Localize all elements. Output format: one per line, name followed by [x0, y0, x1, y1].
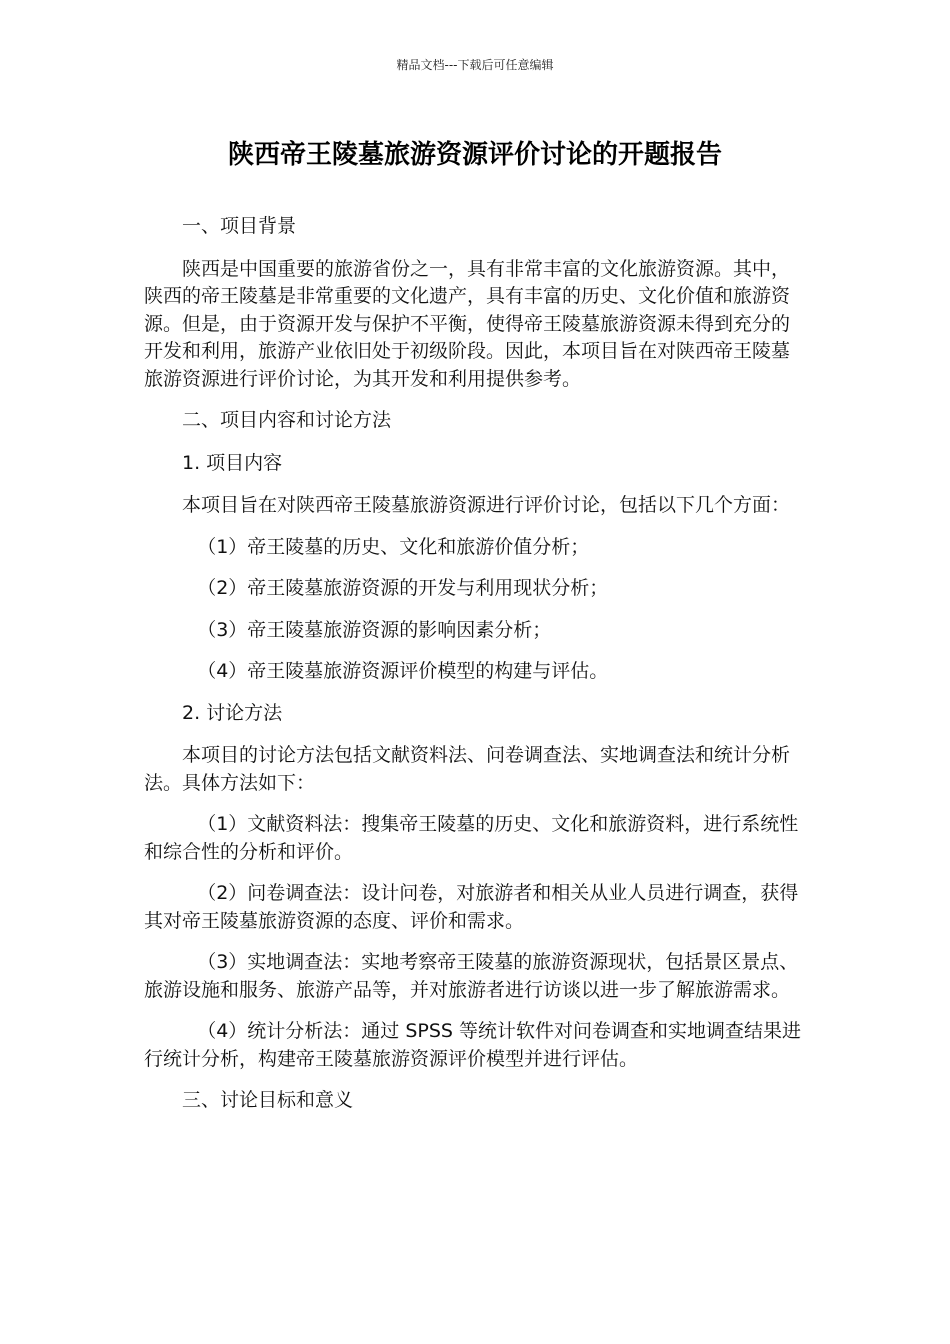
- subsection-heading-content: 1. 项目内容: [182, 451, 283, 474]
- content-list-item: （2）帝王陵墓旅游资源的开发与利用现状分析；: [197, 577, 609, 599]
- document-title: 陕西帝王陵墓旅游资源评价讨论的开题报告: [227, 140, 722, 170]
- background-paragraph: 陕西是中国重要的旅游省份之一，具有非常丰富的文化旅游资源。其中，陕西的帝王陵墓是非常重要的文化遗产，具有丰富的历史、文化价值和旅游资源。但是，由于资源开发与保护不平衡，使得帝王陵墓旅游资源未得到充分的开发和利用，旅游产业依旧处于初级阶段。因此，本项目旨在对陕西帝王陵墓旅游资源进行评价讨论，为其开发和利用提供参考。: [144, 257, 791, 390]
- methods-intro-paragraph: 本项目的讨论方法包括文献资料法、问卷调查法、实地调查法和统计分析法。具体方法如下：: [144, 744, 791, 794]
- section-heading-goals: 三、讨论目标和意义: [182, 1089, 354, 1111]
- document-body: [144, 213, 808, 1130]
- method-list-item: （2）问卷调查法：设计问卷，对旅游者和相关从业人员进行调查，获得其对帝王陵墓旅游资源的态度、评价和需求。: [144, 882, 799, 932]
- content-list-item: （3）帝王陵墓旅游资源的影响因素分析；: [197, 618, 552, 641]
- method-list-item: （4）统计分析法：通过 SPSS 等统计软件对问卷调查和实地调查结果进行统计分析，构建帝王陵墓旅游资源评价模型并进行评估。: [144, 1020, 801, 1070]
- section-heading-content-methods: 二、项目内容和讨论方法: [182, 409, 392, 431]
- method-list-item: （3）实地调查法：实地考察帝王陵墓的旅游资源现状，包括景区景点、旅游设施和服务、旅游产品等，并对旅游者进行访谈以进一步了解旅游需求。: [144, 951, 799, 1001]
- page-header: 精品文档---下载后可任意编辑: [396, 58, 554, 72]
- content-intro-paragraph: 本项目旨在对陕西帝王陵墓旅游资源进行评价讨论，包括以下几个方面：: [182, 494, 791, 516]
- section-heading-background: 一、项目背景: [182, 215, 297, 237]
- content-list-item: （1）帝王陵墓的历史、文化和旅游价值分析；: [197, 535, 590, 558]
- method-list-item: （1）文献资料法：搜集帝王陵墓的历史、文化和旅游资料，进行系统性和综合性的分析和评价。: [144, 813, 799, 863]
- subsection-heading-methods: 2. 讨论方法: [182, 701, 283, 724]
- content-list-item: （4）帝王陵墓旅游资源评价模型的构建与评估。: [197, 660, 609, 682]
